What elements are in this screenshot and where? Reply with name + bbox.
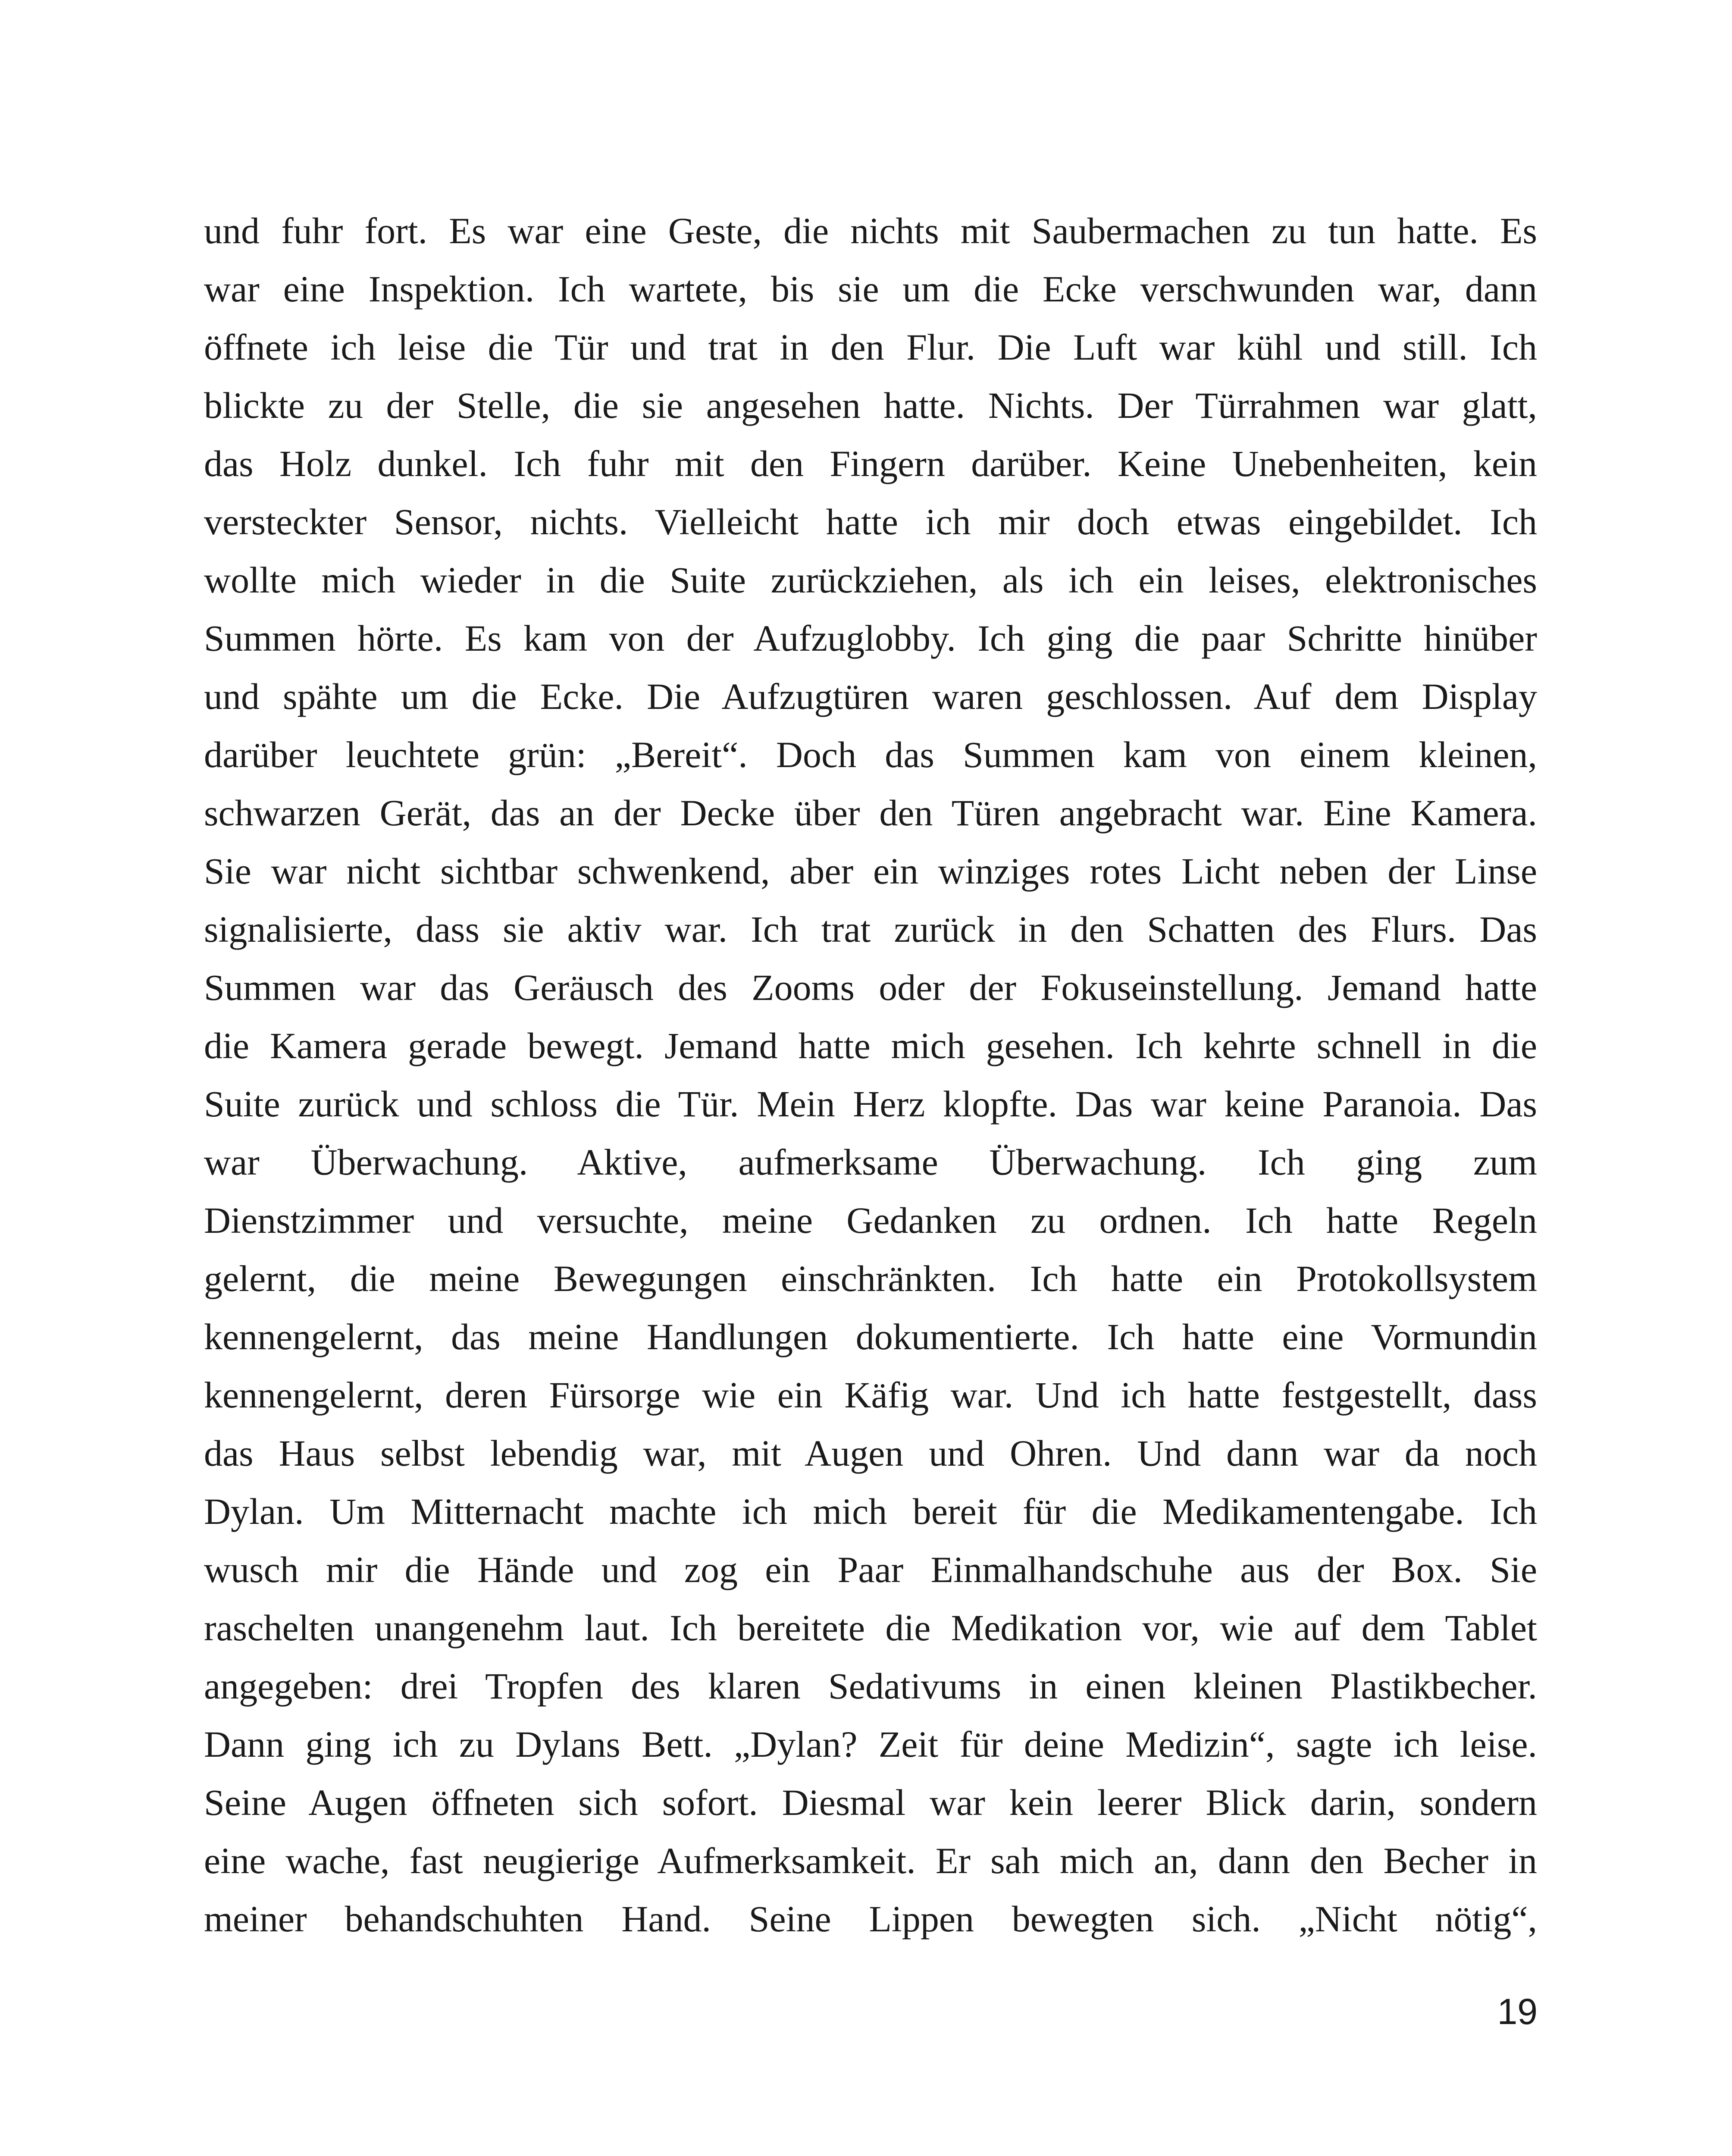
text-line: darüber leuchtete grün: „Bereit“. Doch das Summen kam von einem kleinen, [204,734,1537,775]
text-line: raschelten unangenehm laut. Ich bereitete die Medikation vor, wie auf dem Tablet [204,1607,1537,1648]
text-line: Dann ging ich zu Dylans Bett. „Dylan? Zeit für deine Medizin“, sagte ich leise. [204,1724,1537,1765]
text-line: wollte mich wieder in die Suite zurückziehen, als ich ein leises, elektronisches [204,559,1537,601]
text-line: kennengelernt, deren Fürsorge wie ein Käfig war. Und ich hatte festgestellt, dass [204,1374,1537,1416]
text-line: Seine Augen öffneten sich sofort. Diesmal war kein leerer Blick darin, sondern [204,1782,1537,1823]
text-line: angegeben: drei Tropfen des klaren Sedativums in einen kleinen Plastikbecher. [204,1665,1537,1707]
page-number: 19 [1497,1991,1538,2032]
text-line: Summen war das Geräusch des Zooms oder der Fokuseinstellung. Jemand hatte [204,967,1537,1008]
text-line: und spähte um die Ecke. Die Aufzugtüren waren geschlossen. Auf dem Display [204,676,1537,717]
text-line: das Haus selbst lebendig war, mit Augen und Ohren. Und dann war da noch [204,1432,1537,1474]
text-line: war eine Inspektion. Ich wartete, bis sie um die Ecke verschwunden war, dann [204,268,1537,310]
text-line: das Holz dunkel. Ich fuhr mit den Fingern darüber. Keine Unebenheiten, kein [204,443,1537,484]
text-line: meiner behandschuhten Hand. Seine Lippen bewegten sich. „Nicht nötig“, [204,1898,1537,1940]
text-line: war Überwachung. Aktive, aufmerksame Überwachung. Ich ging zum [204,1141,1537,1183]
text-line: eine wache, fast neugierige Aufmerksamkeit. Er sah mich an, dann den Becher in [204,1840,1537,1881]
text-line: gelernt, die meine Bewegungen einschränkten. Ich hatte ein Protokollsystem [204,1258,1537,1299]
text-line: Dylan. Um Mitternacht machte ich mich bereit für die Medikamentengabe. Ich [204,1491,1537,1532]
text-line: Dienstzimmer und versuchte, meine Gedanken zu ordnen. Ich hatte Regeln [204,1200,1537,1241]
text-line: schwarzen Gerät, das an der Decke über den Türen angebracht war. Eine Kamera. [204,792,1537,834]
text-line: wusch mir die Hände und zog ein Paar Einmalhandschuhe aus der Box. Sie [204,1549,1537,1590]
text-line: versteckter Sensor, nichts. Vielleicht hatte ich mir doch etwas eingebildet. Ich [204,501,1537,542]
text-line: Suite zurück und schloss die Tür. Mein Herz klopfte. Das war keine Paranoia. Das [204,1083,1537,1125]
text-line: Sie war nicht sichtbar schwenkend, aber ein winziges rotes Licht neben der Linse [204,850,1537,892]
text-line: und fuhr fort. Es war eine Geste, die nichts mit Saubermachen zu tun hatte. Es [204,210,1537,251]
body-text [204,202,1537,1948]
text-line: öffnete ich leise die Tür und trat in den Flur. Die Luft war kühl und still. Ich [204,326,1537,368]
text-line: kennengelernt, das meine Handlungen dokumentierte. Ich hatte eine Vormundin [204,1316,1537,1357]
text-line: Summen hörte. Es kam von der Aufzuglobby. Ich ging die paar Schritte hinüber [204,617,1537,659]
text-line: die Kamera gerade bewegt. Jemand hatte mich gesehen. Ich kehrte schnell in die [204,1025,1537,1066]
text-line: signalisierte, dass sie aktiv war. Ich trat zurück in den Schatten des Flurs. Das [204,909,1537,950]
text-line: blickte zu der Stelle, die sie angesehen hatte. Nichts. Der Türrahmen war glatt, [204,385,1537,426]
